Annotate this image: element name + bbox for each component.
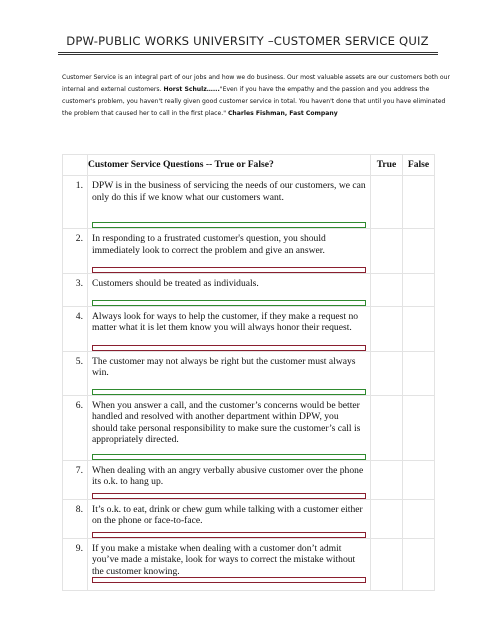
answer-field[interactable]: [92, 222, 366, 228]
question-text: If you make a mistake when dealing with a customer don’t admit you’ve made a mistake, look for ways to correct the mistake without the customer knowing.: [92, 542, 356, 577]
intro-line-1: Customer Service is an integral part of our jobs and how we do business. Our most valuable assets are our customers both our: [62, 74, 450, 81]
question-number-text: 4.: [75, 310, 83, 322]
question-cell: [88, 274, 371, 307]
true-cell[interactable]: [371, 538, 403, 590]
true-cell[interactable]: [371, 351, 403, 395]
question-number-text: 7.: [75, 464, 83, 476]
header-num-cell: [63, 155, 88, 176]
header-false: False: [403, 155, 435, 176]
question-number-text: 6.: [75, 399, 83, 411]
question-number-text: 5.: [75, 355, 83, 367]
table-row: [63, 499, 435, 538]
title-rule-bottom: [58, 54, 438, 55]
answer-field[interactable]: [92, 389, 366, 395]
quote-text: "Even if you have the empathy and the passion and you address the customer's problem, you haven't really given good customer service in total. You haven't done that until you have eliminated the problem that caused her to call in the first place.": [62, 86, 446, 117]
question-number: [63, 306, 88, 351]
false-cell[interactable]: [403, 460, 435, 499]
question-text: Customers should be treated as individuals.: [92, 278, 259, 289]
true-cell[interactable]: [371, 460, 403, 499]
question-number-text: 3.: [75, 278, 83, 289]
question-cell: [88, 395, 371, 460]
header-question: Customer Service Questions -- True or False?: [88, 155, 371, 176]
question-number: [63, 176, 88, 229]
true-cell[interactable]: [371, 499, 403, 538]
quote-author: Horst Schulz…...: [163, 86, 220, 93]
question-text: Always look for ways to help the customer, if they make a request no matter what it is let them know you will always honor their request.: [92, 310, 359, 333]
table-row: [63, 460, 435, 499]
table-row: [63, 351, 435, 395]
header-true: True: [371, 155, 403, 176]
false-cell[interactable]: [403, 395, 435, 460]
question-number-text: 8.: [75, 503, 83, 515]
table-row: [63, 176, 435, 229]
question-number-text: 1.: [75, 180, 83, 191]
answer-field[interactable]: [92, 577, 366, 583]
question-cell: [88, 176, 371, 229]
question-number: [63, 499, 88, 538]
question-cell: [88, 306, 371, 351]
table-row: [63, 229, 435, 274]
quiz-table: [62, 154, 435, 591]
false-cell[interactable]: [403, 176, 435, 229]
answer-field[interactable]: [92, 345, 366, 351]
quote-source: Charles Fishman, Fast Company: [227, 110, 338, 117]
table-row: [63, 538, 435, 590]
answer-field[interactable]: [92, 493, 366, 499]
table-row: [63, 395, 435, 460]
table-row: [63, 274, 435, 307]
question-number: [63, 395, 88, 460]
false-cell[interactable]: [403, 306, 435, 351]
table-header-row: [63, 155, 435, 176]
question-number: [63, 274, 88, 307]
false-cell[interactable]: [403, 538, 435, 590]
question-cell: [88, 460, 371, 499]
true-cell[interactable]: [371, 176, 403, 229]
true-cell[interactable]: [371, 274, 403, 307]
question-number: [63, 460, 88, 499]
question-number: [63, 351, 88, 395]
question-cell: [88, 538, 371, 590]
question-text: When you answer a call, and the customer’s concerns would be better handled and resolved with another department within DPW, you should take personal responsibility to make sure the customer’s call is appropriately directed.: [92, 399, 361, 445]
title-rule-top: [58, 52, 438, 53]
question-text: When dealing with an angry verbally abusive customer over the phone its o.k. to hang up.: [92, 464, 364, 487]
answer-field[interactable]: [92, 267, 366, 273]
question-number: [63, 229, 88, 274]
true-cell[interactable]: [371, 229, 403, 274]
true-cell[interactable]: [371, 395, 403, 460]
page-title: DPW-PUBLIC WORKS UNIVERSITY –CUSTOMER SERVICE QUIZ: [66, 34, 429, 48]
question-number: [63, 538, 88, 590]
false-cell[interactable]: [403, 499, 435, 538]
false-cell[interactable]: [403, 229, 435, 274]
answer-field[interactable]: [92, 300, 366, 306]
question-cell: [88, 499, 371, 538]
false-cell[interactable]: [403, 351, 435, 395]
question-cell: [88, 351, 371, 395]
intro-line-2: internal and external customers.: [62, 86, 162, 93]
question-text: The customer may not always be right but the customer must always win.: [92, 355, 356, 378]
question-number-text: 2.: [75, 233, 83, 244]
question-number-text: 9.: [75, 542, 83, 554]
question-text: In responding to a frustrated customer's question, you should immediately look to correct the problem and give an answer.: [92, 233, 326, 256]
question-cell: [88, 229, 371, 274]
question-text: It’s o.k. to eat, drink or chew gum while talking with a customer either on the phone or face-to-face.: [92, 503, 363, 526]
intro-paragraph: [62, 72, 452, 120]
answer-field[interactable]: [92, 532, 366, 538]
table-row: [63, 306, 435, 351]
answer-field[interactable]: [92, 454, 366, 460]
true-cell[interactable]: [371, 306, 403, 351]
question-text: DPW is in the business of servicing the needs of our customers, we can only do this if we know what our customers want.: [92, 180, 366, 203]
false-cell[interactable]: [403, 274, 435, 307]
